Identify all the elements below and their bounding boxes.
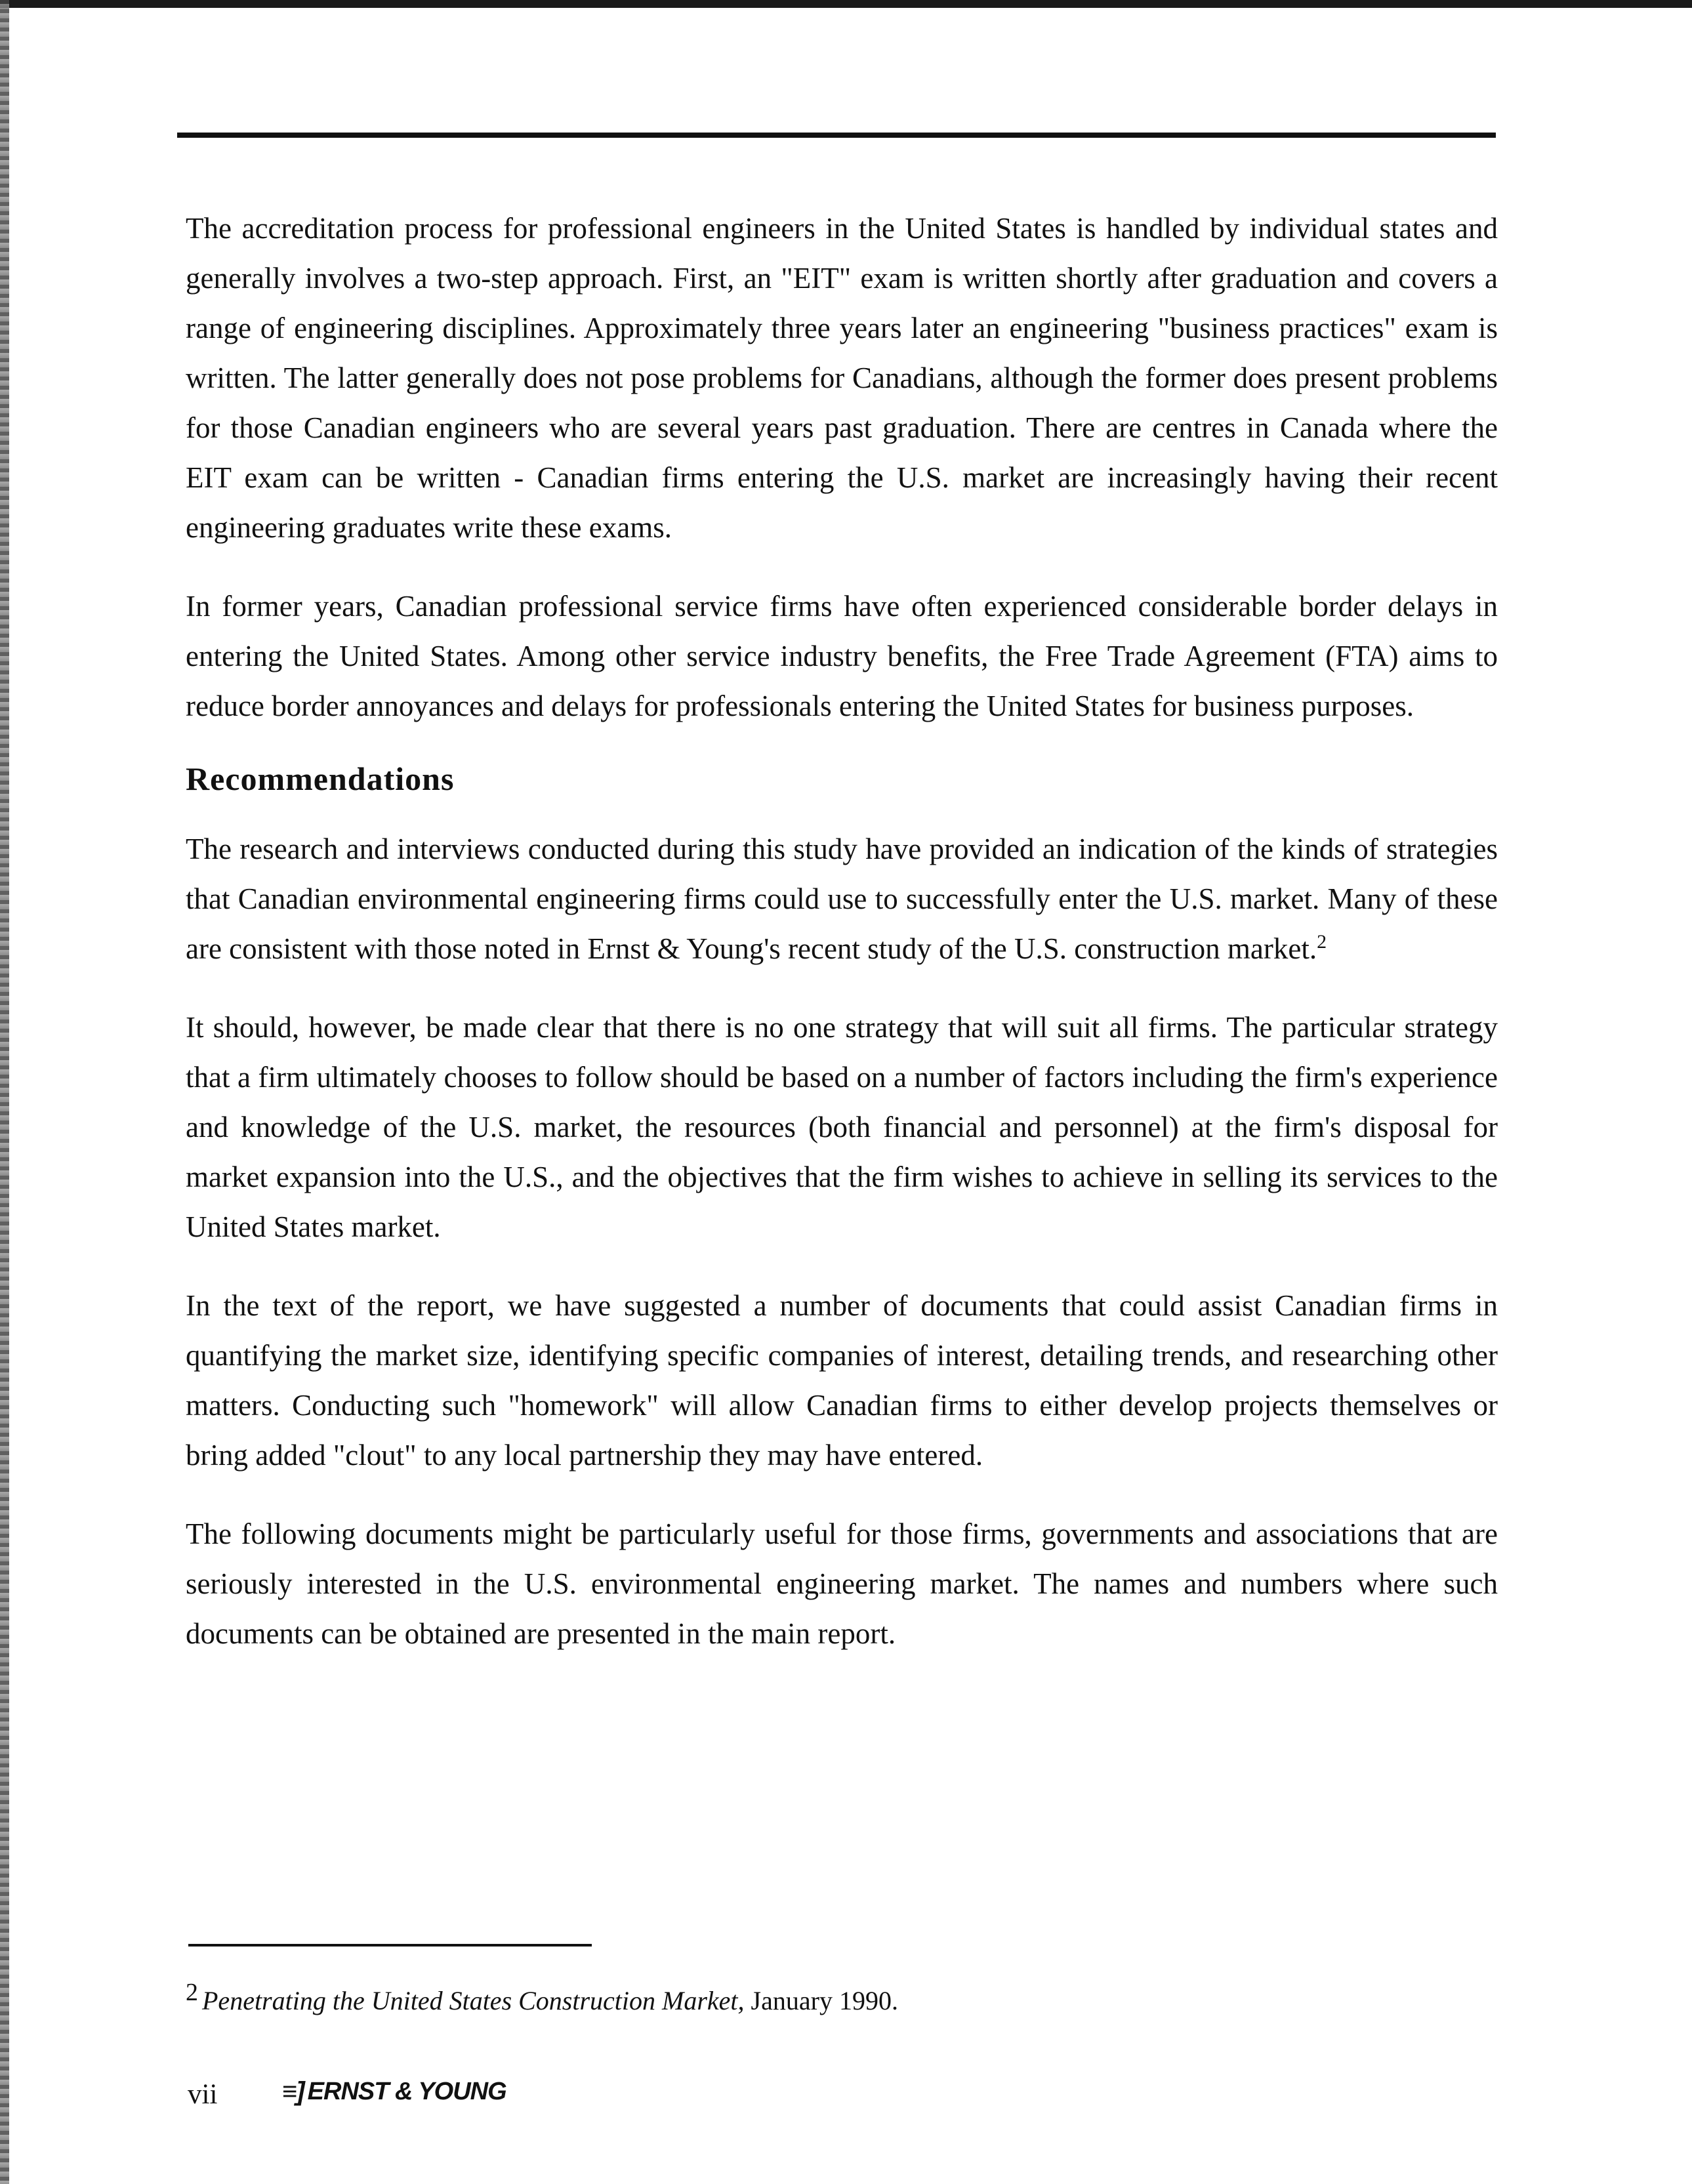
page-number: vii — [188, 2079, 218, 2110]
paragraph-research-interviews — [186, 824, 1498, 974]
footnote-title: Penetrating the United States Construction Market, — [202, 1986, 745, 2015]
scan-border-top — [0, 0, 1692, 8]
paragraph-suggested-documents: In the text of the report, we have suggested a number of documents that could assist Canadian firms in quantifying the market size, identifying specific companies of interest, detailing trends, and researching other matters. Conducting such "homework" will allow Canadian firms to either develop projects themselves or bring added "clout" to any local partnership they may have entered. — [186, 1289, 1498, 1472]
ernst-young-logo-text: ERNST & YOUNG — [307, 2078, 506, 2105]
scan-border-left — [0, 0, 9, 2184]
footnote-number: 2 — [186, 1978, 198, 2006]
footnote-date: January 1990. — [744, 1986, 898, 2015]
paragraph-accreditation: The accreditation process for professional engineers in the United States is handled by individual states and generally involves a two-step approach. First, an "EIT" exam is written shortly after graduation and covers a range of engineering disciplines. Approximately three years later an engineering "business practices" exam is written. The latter generally does not pose problems for Canadians, although the former does present problems for those Canadian engineers who are several years past graduation. There are centres in Canada where the EIT exam can be written - Canadian firms entering the U.S. market are increasingly having their recent engineering graduates write these exams. — [186, 212, 1498, 544]
paragraph-border-delays: In former years, Canadian professional service firms have often experienced considerable border delays in entering the United States. Among other service industry benefits, the Free Trade Agreement (FTA) aims to reduce border annoyances and delays for professionals entering the United States for business purposes. — [186, 590, 1498, 722]
paragraph-research-text: The research and interviews conducted during this study have provided an indication of the kinds of strategies that Canadian environmental engineering firms could use to successfully enter the U.S. market. Many of these are consistent with those noted in Ernst & Young's recent study of the U.S. construction market. — [186, 833, 1498, 965]
ernst-young-logo-mark-icon: ≡] — [282, 2077, 304, 2106]
footnote — [186, 1978, 898, 2021]
paragraph-following-documents: The following documents might be particularly useful for those firms, governments and associations that are seriously interested in the U.S. environmental engineering market. The names and numbers where such documents can be obtained are presented in the main report. — [186, 1517, 1498, 1650]
section-heading-recommendations: Recommendations — [186, 760, 455, 797]
document-body — [186, 203, 1498, 1687]
ernst-young-logo — [282, 2077, 506, 2107]
footnote-rule — [188, 1944, 592, 1947]
paragraph-no-one-strategy: It should, however, be made clear that there is no one strategy that will suit all firms. The particular strategy that a firm ultimately chooses to follow should be based on a number of factors including the firm's experience and knowledge of the U.S. market, the resources (both financial and personnel) at the firm's disposal for market expansion into the U.S., and the objectives that the firm wishes to achieve in selling its services to the United States market. — [186, 1011, 1498, 1243]
footnote-reference: 2 — [1317, 931, 1327, 953]
header-rule — [177, 133, 1496, 138]
